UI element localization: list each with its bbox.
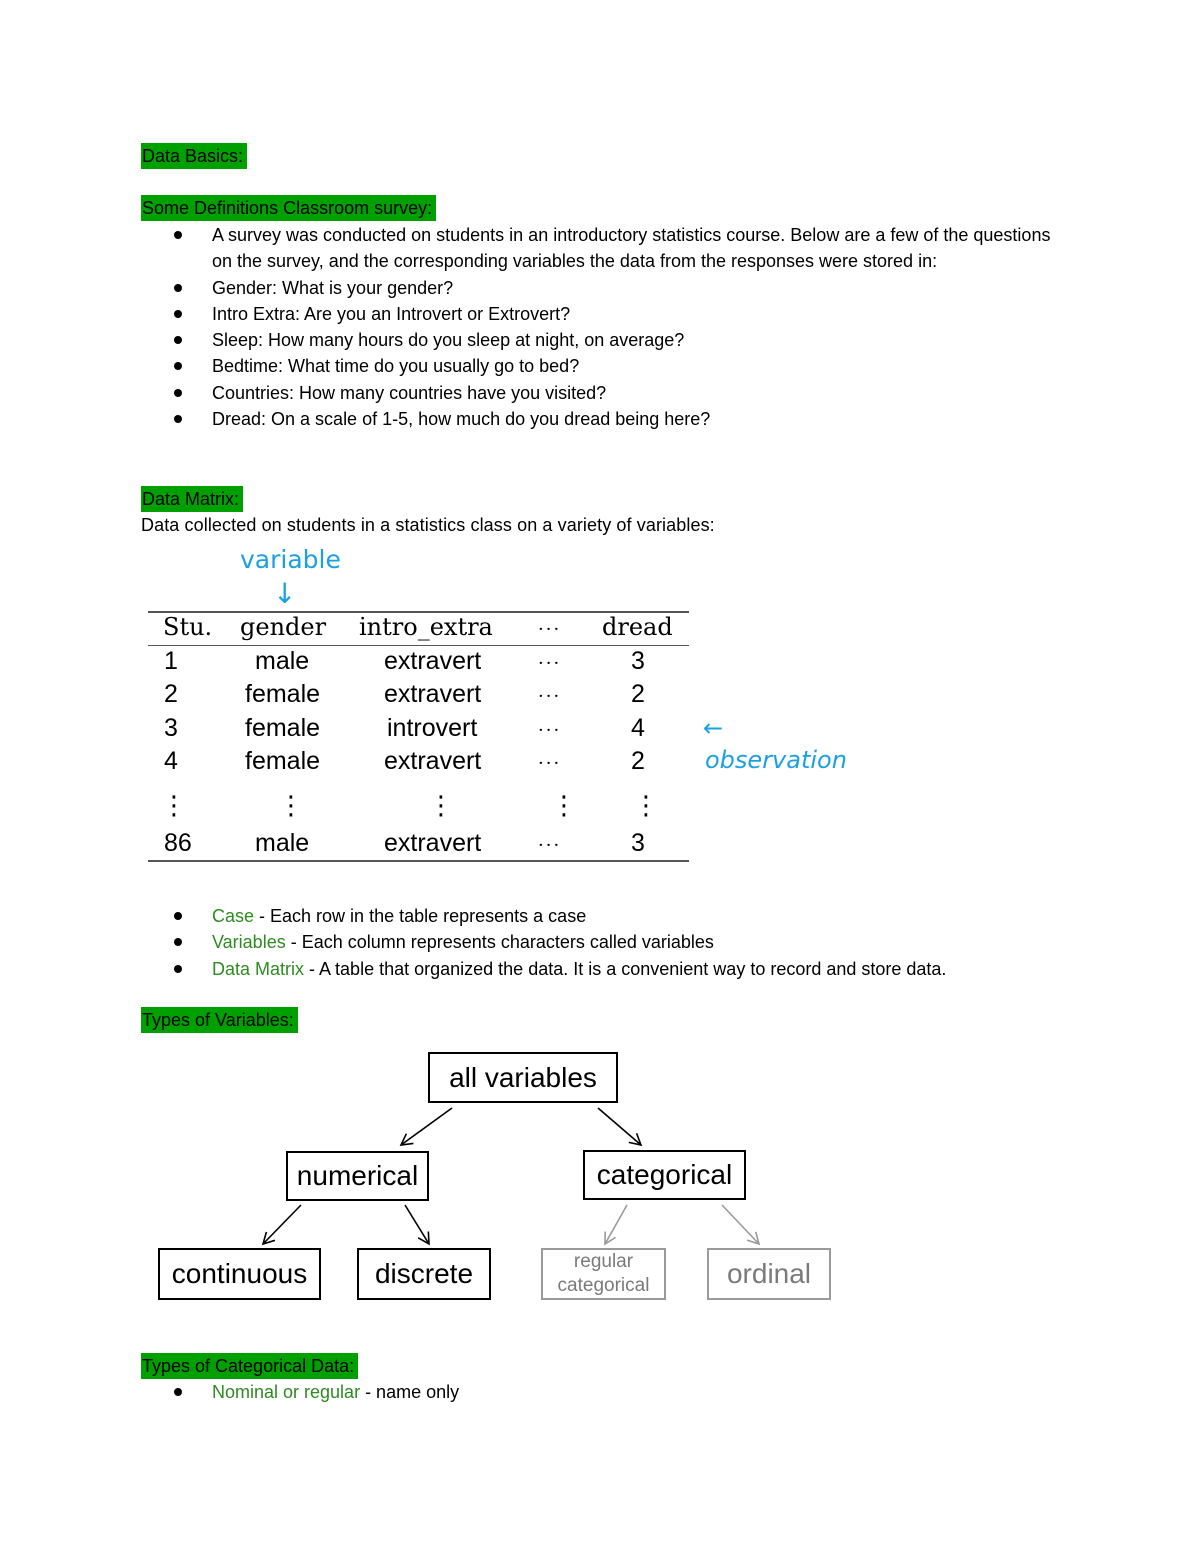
list-item (141, 327, 1061, 353)
data-matrix-figure (148, 545, 848, 875)
bullet-icon (174, 415, 182, 423)
variable-types-diagram (0, 1045, 1200, 1315)
node-numerical: numerical (286, 1151, 429, 1201)
node-regular-categorical (541, 1248, 666, 1300)
list-item-text: Dread: On a scale of 1-5, how much do you dread being here? (212, 409, 711, 430)
arrow-numerical-continuous (263, 1205, 301, 1244)
data-matrix-intro: Data collected on students in a statistics class on a variety of variables: (141, 515, 715, 535)
header-gender: gender (240, 613, 327, 641)
table-cell: female (245, 747, 321, 775)
arrow-categorical-ordinal (722, 1205, 759, 1244)
list-item-text: Gender: What is your gender? (212, 277, 454, 298)
table-cell: ··· (538, 753, 562, 774)
table-cell: ··· (538, 835, 562, 856)
table-bottom-rule (148, 860, 689, 862)
arrow-numerical-discrete (405, 1205, 429, 1244)
header-dread: dread (602, 613, 673, 641)
table-cell: 4 (631, 714, 645, 742)
table-cell: 3 (164, 714, 178, 742)
arrow-categorical-regular (605, 1205, 627, 1244)
table-cell: ··· (538, 720, 562, 741)
table-cell: ⋮ (161, 791, 187, 821)
node-regular-line1: regular (573, 1251, 634, 1272)
list-item-text: A survey was conducted on students in an introductory statistics course. Below are a few of the questions on the survey, and the corresponding variables the data from the responses were stored in: (212, 225, 1051, 272)
term-nominal: Nominal or regular (212, 1382, 361, 1402)
list-item (141, 406, 1061, 432)
heading-types-of-variables: Types of Variables: (141, 1007, 298, 1033)
heading-definitions: Some Definitions Classroom survey: (141, 195, 436, 221)
table-cell: ··· (538, 686, 562, 707)
list-item-text: Countries: How many countries have you visited? (212, 382, 607, 403)
table-cell: ··· (538, 653, 562, 674)
table-cell: ⋮ (633, 791, 659, 821)
list-item (141, 222, 1061, 275)
categorical-term-list (141, 1379, 1061, 1405)
term-data-matrix: Data Matrix (212, 958, 305, 979)
term-case: Case (212, 906, 255, 926)
list-item (141, 353, 1061, 379)
bullet-icon (174, 362, 182, 370)
table-cell: female (245, 680, 321, 708)
list-item-text: Bedtime: What time do you usually go to bed? (212, 356, 580, 377)
node-continuous: continuous (158, 1248, 321, 1300)
survey-question-list (141, 222, 1061, 432)
table-cell: extravert (384, 647, 482, 675)
bullet-icon (174, 938, 182, 946)
bullet-icon (174, 336, 182, 344)
table-cell: 1 (164, 647, 178, 675)
table-cell: 2 (631, 680, 645, 708)
table-cell: ⋮ (278, 791, 304, 821)
table-cell: ⋮ (551, 791, 577, 821)
term-variables: Variables (212, 932, 286, 953)
node-categorical: categorical (583, 1150, 746, 1200)
bullet-icon (174, 912, 182, 920)
table-cell: extravert (384, 829, 482, 857)
table-cell: 3 (631, 647, 645, 675)
matrix-term-list (141, 903, 1061, 982)
list-item (141, 275, 1061, 301)
left-arrow-icon: ← (703, 714, 724, 742)
bullet-icon (174, 1388, 182, 1396)
heading-types-of-categorical: Types of Categorical Data: (141, 1353, 358, 1379)
list-item (141, 380, 1061, 406)
list-item (141, 956, 1061, 982)
bullet-icon (174, 284, 182, 292)
observation-label: observation (705, 746, 847, 774)
table-cell: extravert (384, 747, 482, 775)
table-cell: 86 (164, 829, 192, 857)
table-cell: extravert (384, 680, 482, 708)
node-regular-line2: categorical (557, 1275, 650, 1296)
table-cell: introvert (387, 714, 478, 742)
term-description: - Each row in the table represents a case (254, 906, 587, 926)
list-item (141, 301, 1061, 327)
list-item (141, 929, 1061, 955)
heading-data-basics: Data Basics: (141, 143, 247, 169)
list-item-text: Sleep: How many hours do you sleep at night, on average? (212, 330, 685, 351)
table-cell: 4 (164, 747, 178, 775)
table-cell: male (255, 829, 310, 857)
arrow-root-numerical (401, 1108, 452, 1145)
node-ordinal: ordinal (707, 1248, 831, 1300)
table-cell: male (255, 647, 310, 675)
down-arrow-icon: ↓ (273, 577, 297, 610)
header-intro-extra: intro_extra (359, 613, 493, 641)
term-description: - Each column represents characters called variables (285, 932, 714, 953)
list-item (141, 1379, 1061, 1405)
bullet-icon (174, 389, 182, 397)
list-item (141, 903, 1061, 929)
list-item-text: Intro Extra: Are you an Introvert or Extrovert? (212, 303, 571, 324)
bullet-icon (174, 231, 182, 239)
table-cell: 2 (631, 747, 645, 775)
term-description: - A table that organized the data. It is a convenient way to record and store data. (304, 958, 947, 979)
table-cell: 2 (164, 680, 178, 708)
node-all-variables: all variables (428, 1052, 618, 1103)
heading-data-matrix: Data Matrix: (141, 486, 243, 512)
variable-label: variable (240, 545, 341, 574)
node-discrete: discrete (357, 1248, 491, 1300)
bullet-icon (174, 310, 182, 318)
table-cell: ⋮ (428, 791, 454, 821)
term-description: - name only (360, 1382, 460, 1402)
arrow-root-categorical (598, 1108, 641, 1145)
bullet-icon (174, 965, 182, 973)
table-cell: 3 (631, 829, 645, 857)
header-ellipsis: ··· (538, 619, 562, 640)
header-stu: Stu. (163, 613, 213, 641)
table-cell: female (245, 714, 321, 742)
